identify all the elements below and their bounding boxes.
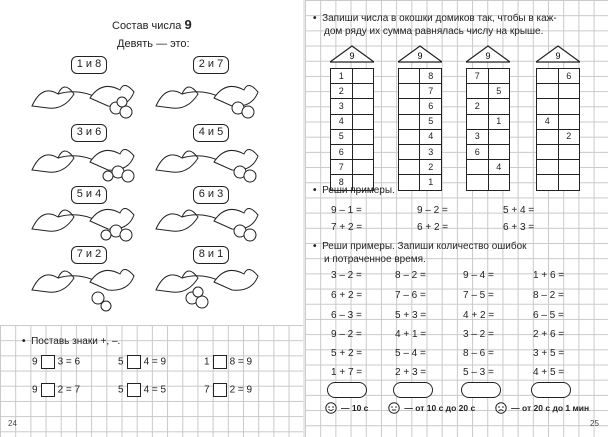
number-house <box>536 45 580 191</box>
task-heading: • Реши примеры. Запиши количество ошибок и потраченное время. <box>313 241 527 265</box>
page-title <box>112 17 192 32</box>
house-cell[interactable]: 7 <box>467 69 489 84</box>
sad-face-icon <box>495 402 507 414</box>
operand: 7 <box>204 384 210 396</box>
house-cell[interactable] <box>537 99 559 114</box>
task-text: дом ряду их сумма равнялась числу на крыше. <box>324 26 544 37</box>
operand: 9 <box>32 384 38 396</box>
task-text: Поставь знаки +, –. <box>31 336 121 347</box>
house-roof <box>466 45 510 63</box>
operand: 2 = 9 <box>229 384 253 396</box>
house-cell[interactable] <box>537 160 559 175</box>
page-number: 25 <box>590 419 599 428</box>
berry-branch-illustration <box>152 264 272 312</box>
roof-number: 9 <box>485 51 491 61</box>
house-cell[interactable]: 6 <box>467 144 489 159</box>
house-cell[interactable] <box>558 144 580 159</box>
house-cell[interactable]: 4 <box>331 114 353 129</box>
house-roof <box>398 45 442 63</box>
task-heading: • Запиши числа в окошки домиков так, чтобы в каж- дом ряду их сумма равнялась числу на крыше. <box>313 13 557 37</box>
math-example[interactable]: 9 – 4 = <box>463 270 494 281</box>
house-cell[interactable] <box>467 84 489 99</box>
math-example[interactable]: 6 + 3 = <box>503 222 535 233</box>
page-number: 24 <box>8 419 17 428</box>
pair-box: 1 и 8 <box>71 56 107 74</box>
sign-answer-box[interactable] <box>127 383 141 397</box>
house-grid <box>466 68 510 191</box>
house-cell[interactable]: 5 <box>420 114 442 129</box>
math-example[interactable]: 5 – 4 = <box>395 348 426 359</box>
title-text: Состав числа <box>112 20 182 32</box>
berry-branch-illustration <box>28 76 148 122</box>
sign-exercise <box>118 383 166 397</box>
math-example[interactable]: 3 + 5 = <box>533 348 565 359</box>
math-example[interactable]: 5 + 2 = <box>331 348 363 359</box>
task-text: Запиши числа в окошки домиков так, чтобы в каж- <box>322 13 557 24</box>
operand: 4 = 9 <box>143 356 167 368</box>
berry-branch-illustration <box>152 76 272 122</box>
house-cell[interactable] <box>558 99 580 114</box>
math-example[interactable]: 8 – 2 = <box>533 290 564 301</box>
happy-face-icon <box>325 402 337 414</box>
pair-box: 2 и 7 <box>193 56 229 74</box>
house-cell[interactable] <box>488 175 510 190</box>
math-example[interactable]: 5 – 3 = <box>463 367 494 378</box>
operand: 4 = 5 <box>143 384 167 396</box>
math-example[interactable]: 9 – 2 = <box>331 329 362 340</box>
house-cell[interactable] <box>399 175 420 190</box>
house-cell[interactable] <box>399 144 420 159</box>
math-example[interactable]: 2 + 6 = <box>533 329 565 340</box>
house-cell[interactable] <box>537 175 559 190</box>
house-cell[interactable] <box>399 69 420 84</box>
operand: 1 <box>204 356 210 368</box>
right-page <box>305 0 608 437</box>
sign-answer-box[interactable] <box>41 355 55 369</box>
house-cell[interactable] <box>399 160 420 175</box>
operand: 5 <box>118 384 124 396</box>
house-cell[interactable] <box>467 175 489 190</box>
house-cell[interactable]: 2 <box>331 84 353 99</box>
legend-text: — 10 с <box>341 403 369 413</box>
berry-branch-illustration <box>28 142 148 184</box>
math-example[interactable]: 4 + 1 = <box>395 329 427 340</box>
task-text: Реши примеры. Запиши количество ошибок <box>322 241 527 252</box>
house-cell[interactable] <box>352 84 373 99</box>
berry-branch-illustration <box>28 203 148 243</box>
sign-exercise <box>118 355 166 369</box>
house-cell[interactable]: 7 <box>331 160 353 175</box>
roof-number: 9 <box>349 51 355 61</box>
house-cell[interactable] <box>352 69 373 84</box>
math-example[interactable]: 6 – 3 = <box>331 310 362 321</box>
house-cell[interactable] <box>488 69 510 84</box>
roof-number: 9 <box>555 51 561 61</box>
number-house <box>466 45 510 191</box>
math-example[interactable]: 7 + 2 = <box>331 222 363 233</box>
berry-branch-illustration <box>152 203 272 243</box>
house-cell[interactable]: 2 <box>420 160 442 175</box>
house-cell[interactable] <box>467 114 489 129</box>
berry-branch-illustration <box>28 264 148 312</box>
house-cell[interactable]: 6 <box>558 69 580 84</box>
math-example[interactable]: 7 – 6 = <box>395 290 426 301</box>
math-example[interactable]: 2 + 3 = <box>395 367 427 378</box>
house-cell[interactable] <box>537 69 559 84</box>
math-example[interactable]: 7 – 5 = <box>463 290 494 301</box>
house-cell[interactable]: 3 <box>467 129 489 144</box>
result-oval[interactable] <box>393 382 433 398</box>
title-number: 9 <box>184 17 192 32</box>
house-cell[interactable]: 1 <box>488 114 510 129</box>
house-cell[interactable] <box>352 114 373 129</box>
math-example[interactable]: 8 – 6 = <box>463 348 494 359</box>
house-cell[interactable]: 7 <box>420 84 442 99</box>
operand: 5 <box>118 356 124 368</box>
house-cell[interactable] <box>488 129 510 144</box>
task-text: Реши примеры. <box>322 185 395 196</box>
pair-box: 5 и 4 <box>71 186 107 204</box>
task-heading: • Поставь знаки +, –. <box>22 336 121 347</box>
house-cell[interactable]: 5 <box>331 129 353 144</box>
math-example[interactable]: 6 + 2 = <box>417 222 449 233</box>
operand: 9 <box>32 356 38 368</box>
operand: 2 = 7 <box>57 384 81 396</box>
number-house <box>330 45 374 191</box>
math-example[interactable]: 4 + 5 = <box>533 367 565 378</box>
task-text: и потраченное время. <box>324 254 426 265</box>
number-house <box>398 45 442 191</box>
house-cell[interactable] <box>467 160 489 175</box>
house-cell[interactable]: 4 <box>488 160 510 175</box>
house-cell[interactable] <box>537 84 559 99</box>
roof-number: 9 <box>417 51 423 61</box>
house-cell[interactable] <box>558 84 580 99</box>
berry-branch-illustration <box>152 142 272 184</box>
math-example[interactable]: 6 – 5 = <box>533 310 564 321</box>
house-cell[interactable]: 8 <box>331 175 353 190</box>
house-cell[interactable] <box>488 144 510 159</box>
house-cell[interactable] <box>352 160 373 175</box>
house-roof <box>330 45 374 63</box>
math-example[interactable]: 3 – 2 = <box>463 329 494 340</box>
house-grid <box>398 68 442 191</box>
house-cell[interactable]: 3 <box>420 144 442 159</box>
house-grid <box>536 68 580 191</box>
pair-box: 6 и 3 <box>193 186 229 204</box>
result-oval[interactable] <box>531 382 571 398</box>
result-oval[interactable] <box>461 382 501 398</box>
house-roof <box>536 45 580 63</box>
house-cell[interactable]: 5 <box>488 84 510 99</box>
house-grid <box>330 68 374 191</box>
house-cell[interactable] <box>537 144 559 159</box>
math-example[interactable]: 1 + 7 = <box>331 367 363 378</box>
neutral-face-icon <box>388 402 400 414</box>
pair-box: 3 и 6 <box>71 124 107 142</box>
math-example[interactable]: 9 – 2 = <box>417 205 448 216</box>
math-example[interactable]: 8 – 2 = <box>395 270 426 281</box>
math-example[interactable]: 4 + 2 = <box>463 310 495 321</box>
operand: 8 = 9 <box>229 356 253 368</box>
house-cell[interactable]: 6 <box>331 144 353 159</box>
house-cell[interactable]: 2 <box>558 129 580 144</box>
subtitle: Девять — это: <box>117 38 190 50</box>
house-cell[interactable] <box>352 99 373 114</box>
house-cell[interactable] <box>352 129 373 144</box>
house-cell[interactable] <box>399 114 420 129</box>
math-example[interactable]: 6 + 2 = <box>331 290 363 301</box>
house-cell[interactable]: 3 <box>331 99 353 114</box>
math-example[interactable]: 9 – 1 = <box>331 205 362 216</box>
math-example[interactable]: 5 + 3 = <box>395 310 427 321</box>
house-cell[interactable]: 1 <box>420 175 442 190</box>
pair-box: 7 и 2 <box>71 246 107 264</box>
house-cell[interactable] <box>399 84 420 99</box>
house-cell[interactable]: 1 <box>331 69 353 84</box>
sign-answer-box[interactable] <box>213 355 227 369</box>
sign-exercise <box>204 355 252 369</box>
legend-text: — от 10 с до 20 с <box>404 403 476 413</box>
math-example[interactable]: 3 – 2 = <box>331 270 362 281</box>
time-legend <box>325 402 589 414</box>
house-cell[interactable] <box>352 144 373 159</box>
house-cell[interactable] <box>558 114 580 129</box>
house-cell[interactable]: 8 <box>420 69 442 84</box>
sign-answer-box[interactable] <box>41 383 55 397</box>
house-cell[interactable]: 4 <box>420 129 442 144</box>
left-page <box>0 0 303 437</box>
math-example[interactable]: 5 + 4 = <box>503 205 535 216</box>
math-example[interactable]: 1 + 6 = <box>533 270 565 281</box>
house-cell[interactable] <box>399 129 420 144</box>
house-cell[interactable] <box>399 99 420 114</box>
sign-exercise <box>32 383 80 397</box>
house-cell[interactable]: 4 <box>537 114 559 129</box>
house-cell[interactable]: 6 <box>420 99 442 114</box>
house-cell[interactable]: 2 <box>467 99 489 114</box>
result-oval[interactable] <box>327 382 367 398</box>
sign-exercise <box>32 355 80 369</box>
sign-exercise <box>204 383 252 397</box>
pair-box: 8 и 1 <box>193 246 229 264</box>
operand: 3 = 6 <box>57 356 81 368</box>
sign-answer-box[interactable] <box>127 355 141 369</box>
house-cell[interactable] <box>488 99 510 114</box>
house-cell[interactable] <box>558 175 580 190</box>
task-heading: • Реши примеры. <box>313 185 395 196</box>
sign-answer-box[interactable] <box>213 383 227 397</box>
legend-text: — от 20 с до 1 мин <box>511 403 590 413</box>
house-cell[interactable] <box>537 129 559 144</box>
house-cell[interactable] <box>558 160 580 175</box>
pair-box: 4 и 5 <box>193 124 229 142</box>
